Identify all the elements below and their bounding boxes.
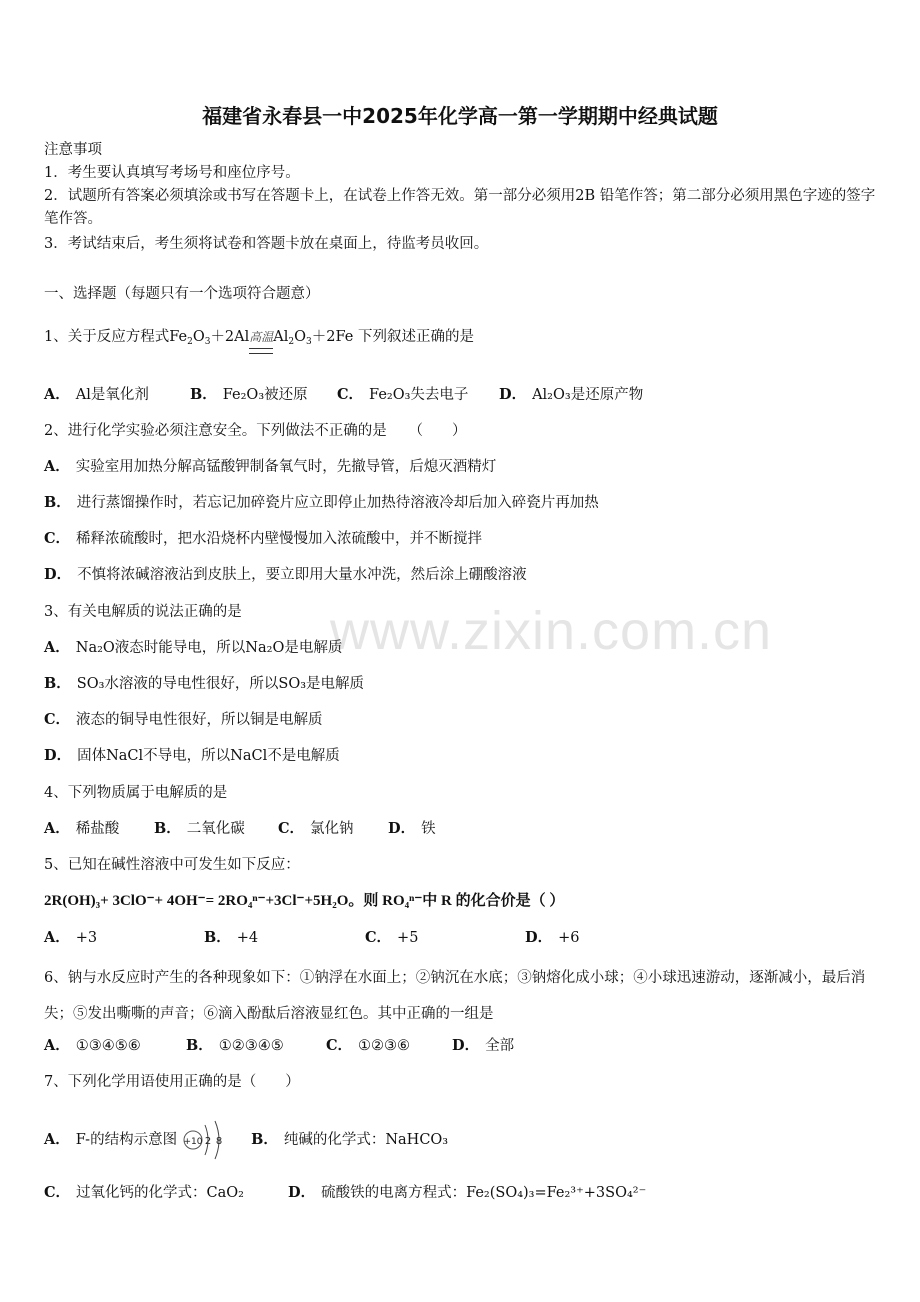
option-b[interactable]: B． Fe₂O₃被还原 (190, 386, 308, 403)
notice-item-1: 1．考生要认真填写考场号和座位序号。 (44, 165, 300, 181)
q4-option-a[interactable]: A． 稀盐酸 (44, 820, 120, 837)
question-5-stem: 5、已知在碱性溶液中可发生如下反应： (44, 857, 300, 873)
question-6-options (44, 1035, 514, 1057)
option-c[interactable]: C． Fe₂O₃失去电子 (337, 386, 469, 403)
question-4-options (44, 818, 436, 840)
svg-text:+10: +10 (183, 1137, 203, 1147)
question-5-equation: 2R(OH)₃+ 3ClO⁻+ 4OH⁻= 2RO₄ⁿ⁻+3Cl⁻+5H₂O。则 RO₄ⁿ⁻中 R 的化合价是（ ） (44, 893, 565, 909)
q5-option-c[interactable]: C． +5 (365, 929, 419, 946)
q2-option-c[interactable]: C． 稀释浓硫酸时，把水沿烧杯内壁慢慢加入浓硫酸中，并不断搅拌 (44, 530, 483, 547)
atom-structure-icon (183, 1117, 233, 1163)
notice-item-3: 3．考试结束后，考生须将试卷和答题卡放在桌面上，待监考员收回。 (44, 236, 489, 252)
q6-option-a[interactable]: A． ①③④⑤⑥ (44, 1037, 141, 1054)
q6-option-b[interactable]: B． ①②③④⑤ (186, 1037, 284, 1054)
watermark: www.zixin.com.cn (330, 601, 773, 661)
option-a[interactable]: A． Al是氧化剂 (44, 386, 149, 403)
q5-option-a[interactable]: A． +3 (44, 929, 98, 946)
svg-text:2: 2 (204, 1136, 212, 1147)
q6-option-c[interactable]: C． ①②③⑥ (326, 1037, 411, 1054)
q6-option-d[interactable]: D． 全部 (452, 1037, 515, 1054)
question-3-stem: 3、有关电解质的说法正确的是 (44, 604, 242, 620)
question-7-row-cd (44, 1182, 646, 1204)
page-title: 福建省永春县一中2025年化学高一第一学期期中经典试题 (202, 104, 718, 128)
notice-heading: 注意事项 (44, 142, 102, 158)
q4-option-c[interactable]: C． 氯化钠 (278, 820, 354, 837)
q7-option-c[interactable]: C． 过氧化钙的化学式：CaO₂ (44, 1184, 244, 1201)
question-4-stem: 4、下列物质属于电解质的是 (44, 785, 228, 801)
option-d[interactable]: D． Al₂O₃是还原产物 (499, 386, 644, 403)
question-6-stem: 6、钠与水反应时产生的各种现象如下：①钠浮在水面上；②钠沉在水底；③钠熔化成小球；④小球迅速游动，逐渐减小，最后消失；⑤发出嘶嘶的声音；⑥滴入酚酞后溶液显红色。其中正确的一组是 (44, 970, 866, 1022)
q2-option-b[interactable]: B． 进行蒸馏操作时，若忘记加碎瓷片应立即停止加热待溶液冷却后加入碎瓷片再加热 (44, 494, 599, 511)
question-2-stem: 2、进行化学实验必须注意安全。下列做法不正确的是 （ ） (44, 423, 467, 439)
q4-option-b[interactable]: B． 二氧化碳 (154, 820, 245, 837)
section-heading: 一、选择题（每题只有一个选项符合题意） (44, 286, 320, 302)
q5-option-d[interactable]: D． +6 (525, 929, 580, 946)
q7-option-a[interactable]: A． F-的结构示意图 +10 2 8 (44, 1132, 239, 1148)
q4-option-d[interactable]: D． 铁 (388, 820, 436, 837)
svg-text:8: 8 (215, 1136, 223, 1147)
q3-option-b[interactable]: B． SO₃水溶液的导电性很好，所以SO₃是电解质 (44, 675, 365, 692)
question-1-stem: 1、关于反应方程式$Fe_2O_3+2Al$高温$Al_2O_3+2Fe$ 下列叙述正确的是 (44, 326, 474, 353)
question-7-row-ab (44, 1117, 448, 1163)
q3-option-a[interactable]: A． Na₂O液态时能导电，所以Na₂O是电解质 (44, 639, 343, 656)
question-1-options (44, 384, 643, 406)
question-7-stem: 7、下列化学用语使用正确的是（ ） (44, 1074, 300, 1090)
q3-option-c[interactable]: C． 液态的铜导电性很好，所以铜是电解质 (44, 711, 323, 728)
reaction-condition: 高温 (249, 326, 273, 348)
q7-option-b[interactable]: B． 纯碱的化学式：NaHCO₃ (251, 1131, 449, 1148)
notice-item-2: 2．试题所有答案必须填涂或书写在答题卡上，在试卷上作答无效。第一部分必须用2B 铅笔作答；第二部分必须用黑色字迹的签字笔作答。 (44, 188, 876, 227)
q2-option-d[interactable]: D． 不慎将浓碱溶液沾到皮肤上，要立即用大量水冲洗，然后涂上硼酸溶液 (44, 566, 527, 583)
q3-option-d[interactable]: D． 固体NaCl不导电，所以NaCl不是电解质 (44, 747, 340, 764)
q2-option-a[interactable]: A． 实验室用加热分解高锰酸钾制备氧气时，先撤导管，后熄灭酒精灯 (44, 458, 497, 475)
q5-option-b[interactable]: B． +4 (204, 929, 259, 946)
q7-option-d[interactable]: D． 硫酸铁的电离方程式：Fe₂(SO₄)₃=Fe₂³⁺+3SO₄²⁻ (288, 1184, 647, 1201)
question-5-options (44, 927, 579, 949)
